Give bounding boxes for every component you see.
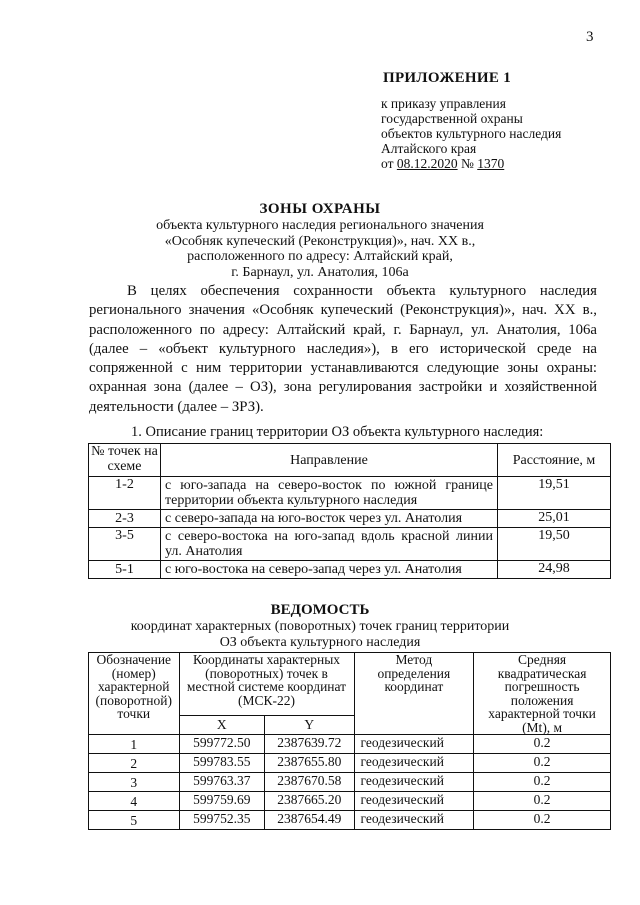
boundary-table xyxy=(88,443,611,579)
cell-method: геодезический xyxy=(354,773,474,792)
order-date-line xyxy=(381,156,561,171)
header-error: Средняя квадратическая погрешность положения характерной точки (Mt), м xyxy=(474,653,611,735)
header-method: Метод определения координат xyxy=(354,653,474,735)
table-row xyxy=(89,528,611,561)
intro-paragraph: В целях обеспечения сохранности объекта культурного наследия регионального значения «Особняк купеческий (Реконструкция)», нач. XX в., расположенного по адресу: Алтайский край, г. Барнаул, ул. Анатолия, 106а (далее – «объект культурного наследия»), в его исторической среде на сопряженной с ним территории устанавливаются следующие зоны охраны: охранная зона (далее – ОЗ), зона регулирования застройки и хозяйственной деятельности (далее – ЗРЗ). xyxy=(89,283,597,415)
cell-x: 599772.50 xyxy=(179,735,264,754)
table-row xyxy=(89,792,611,811)
order-line: к приказу управления xyxy=(381,96,506,111)
heading-line: объекта культурного наследия регионального значения xyxy=(156,218,484,233)
vedomost-title: ВЕДОМОСТЬ xyxy=(270,602,370,618)
table-row xyxy=(89,561,611,579)
cell-y: 2387670.58 xyxy=(265,773,355,792)
table-row xyxy=(89,773,611,792)
order-number: 1370 xyxy=(477,156,505,171)
table-header-row xyxy=(89,444,611,477)
cell-mt: 0.2 xyxy=(474,773,611,792)
cell-method: геодезический xyxy=(354,811,474,830)
vedomost-line: координат характерных (поворотных) точек границ территории xyxy=(130,619,510,634)
cell-direction: с юго-запада на северо-восток по южной границе территории объекта культурного наследия xyxy=(161,477,498,510)
cell-distance: 24,98 xyxy=(498,561,611,579)
zones-heading xyxy=(0,200,640,280)
page-number: 3 xyxy=(586,29,594,45)
cell-y: 2387639.72 xyxy=(265,735,355,754)
cell-direction: с юго-востока на северо-запад через ул. Анатолия xyxy=(161,561,498,579)
cell-mt: 0.2 xyxy=(474,792,611,811)
cell-x: 599783.55 xyxy=(179,754,264,773)
cell-method: геодезический xyxy=(354,754,474,773)
number-sign: № xyxy=(457,156,478,171)
cell-points: 3-5 xyxy=(89,528,161,561)
cell-direction: с северо-востока на юго-запад вдоль красной линии ул. Анатолия xyxy=(161,528,498,561)
table-row xyxy=(89,735,611,754)
order-line: объектов культурного наследия xyxy=(381,126,562,141)
order-date: 08.12.2020 xyxy=(396,156,458,171)
table-row xyxy=(89,754,611,773)
appendix-title: ПРИЛОЖЕНИЕ 1 xyxy=(383,70,511,86)
cell-point: 1 xyxy=(89,735,180,754)
cell-points: 1-2 xyxy=(89,477,161,510)
cell-direction: с северо-запада на юго-восток через ул. Анатолия xyxy=(161,510,498,528)
table-header-row xyxy=(89,653,611,716)
order-line: государственной охраны xyxy=(381,111,523,126)
cell-distance: 25,01 xyxy=(498,510,611,528)
order-line: Алтайского края xyxy=(381,141,477,156)
header-points: № точек на схеме xyxy=(89,444,161,477)
cell-mt: 0.2 xyxy=(474,754,611,773)
cell-point: 3 xyxy=(89,773,180,792)
date-prefix: от xyxy=(381,156,397,171)
cell-x: 599759.69 xyxy=(179,792,264,811)
cell-y: 2387654.49 xyxy=(265,811,355,830)
header-point-number: Обозначение (номер) характерной (поворотной) точки xyxy=(89,653,180,735)
cell-points: 5-1 xyxy=(89,561,161,579)
heading-line: расположенного по адресу: Алтайский край, xyxy=(187,249,453,264)
vedomost-heading xyxy=(0,602,640,650)
cell-point: 2 xyxy=(89,754,180,773)
cell-point: 5 xyxy=(89,811,180,830)
cell-points: 2-3 xyxy=(89,510,161,528)
header-coordinates: Координаты характерных (поворотных) точек в местной системе координат (МСК-22) xyxy=(179,653,354,716)
coordinates-table xyxy=(88,652,611,830)
zones-title: ЗОНЫ ОХРАНЫ xyxy=(259,201,381,217)
cell-point: 4 xyxy=(89,792,180,811)
cell-x: 599763.37 xyxy=(179,773,264,792)
boundary-table-caption: 1. Описание границ территории ОЗ объекта культурного наследия: xyxy=(131,424,544,440)
appendix-order-reference xyxy=(381,96,561,171)
heading-line: «Особняк купеческий (Реконструкция)», нач. XX в., xyxy=(164,233,476,249)
header-direction: Направление xyxy=(161,444,498,477)
header-distance: Расстояние, м xyxy=(498,444,611,477)
header-y: Y xyxy=(265,716,355,735)
cell-y: 2387655.80 xyxy=(265,754,355,773)
header-x: X xyxy=(179,716,264,735)
heading-line: г. Барнаул, ул. Анатолия, 106а xyxy=(231,264,409,280)
cell-y: 2387665.20 xyxy=(265,792,355,811)
cell-method: геодезический xyxy=(354,792,474,811)
cell-mt: 0.2 xyxy=(474,735,611,754)
cell-distance: 19,50 xyxy=(498,528,611,561)
cell-mt: 0.2 xyxy=(474,811,611,830)
table-row xyxy=(89,510,611,528)
table-row xyxy=(89,811,611,830)
table-row xyxy=(89,477,611,510)
cell-distance: 19,51 xyxy=(498,477,611,510)
cell-x: 599752.35 xyxy=(179,811,264,830)
cell-method: геодезический xyxy=(354,735,474,754)
vedomost-line: ОЗ объекта культурного наследия xyxy=(219,634,421,650)
